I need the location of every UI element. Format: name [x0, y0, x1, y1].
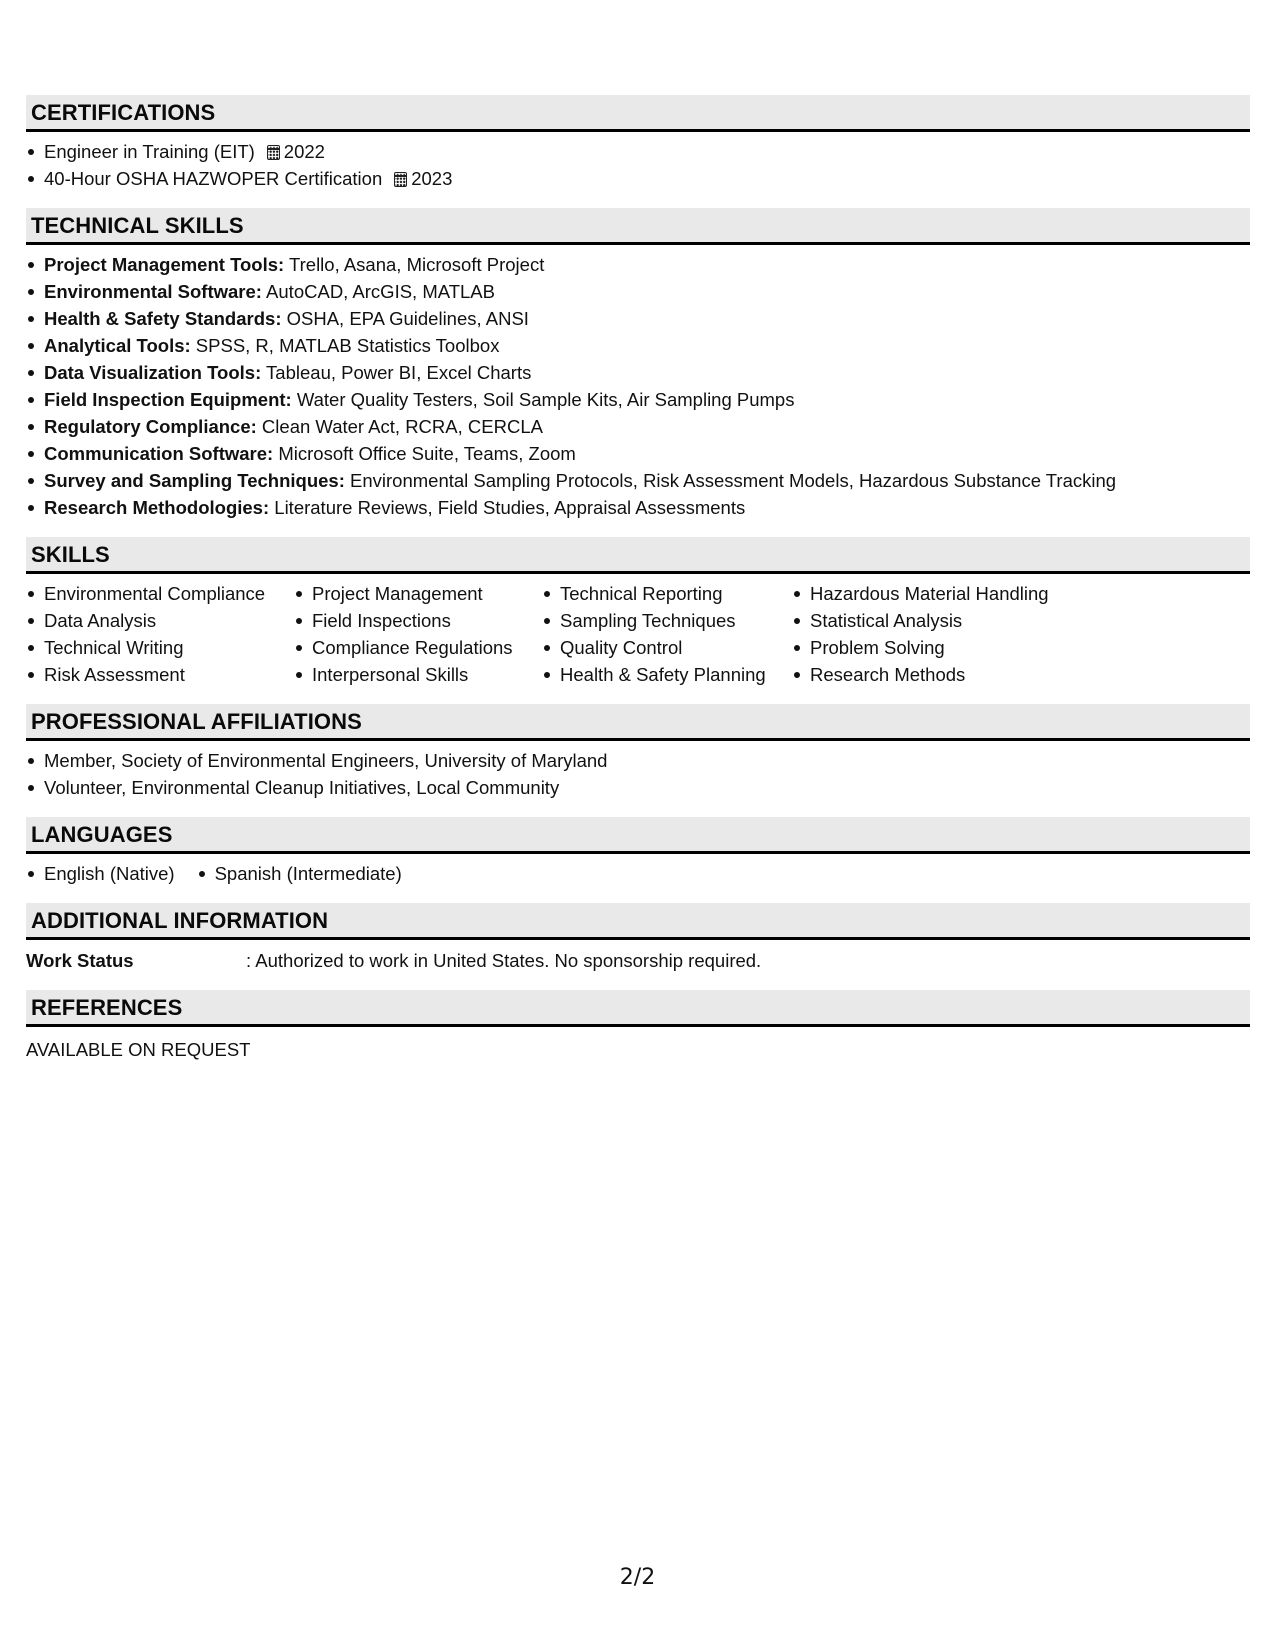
certification-year: 2023: [411, 168, 453, 189]
skill-category-value: Microsoft Office Suite, Teams, Zoom: [273, 443, 576, 464]
affiliations-list: [26, 747, 1250, 801]
list-item: Compliance Regulations: [294, 634, 542, 661]
calendar-icon: [394, 172, 407, 187]
list-item: Data Analysis: [26, 607, 294, 634]
section-title: CERTIFICATIONS: [26, 95, 1250, 132]
skill-category-label: Environmental Software:: [44, 281, 262, 302]
list-item: Sampling Techniques: [542, 607, 792, 634]
list-item: English (Native): [26, 860, 175, 887]
section-title: ADDITIONAL INFORMATION: [26, 903, 1250, 940]
additional-info-section: [26, 903, 1250, 974]
list-item: [26, 386, 1250, 413]
work-status-label: Work Status: [26, 950, 134, 971]
certifications-section: [26, 95, 1250, 192]
list-item: Interpersonal Skills: [294, 661, 542, 688]
list-item: [26, 138, 1250, 165]
skill-category-value: Tableau, Power BI, Excel Charts: [261, 362, 532, 383]
list-item: Project Management: [294, 580, 542, 607]
skills-column: [294, 580, 542, 688]
list-item: Technical Writing: [26, 634, 294, 661]
work-status-row: [26, 948, 1250, 974]
list-item: [26, 278, 1250, 305]
skill-category-label: Communication Software:: [44, 443, 274, 464]
certifications-list: [26, 138, 1250, 192]
section-title: LANGUAGES: [26, 817, 1250, 854]
skill-category-value: AutoCAD, ArcGIS, MATLAB: [261, 281, 495, 302]
list-item: [26, 251, 1250, 278]
skills-column: [542, 580, 792, 688]
calendar-icon: [267, 145, 280, 160]
skills-column: [792, 580, 1092, 688]
list-item: Field Inspections: [294, 607, 542, 634]
skill-category-label: Project Management Tools:: [44, 254, 285, 275]
list-item: Problem Solving: [792, 634, 1092, 661]
skill-category-label: Regulatory Compliance:: [44, 416, 257, 437]
list-item: [26, 440, 1250, 467]
skill-category-value: Literature Reviews, Field Studies, Appraisal Assessments: [269, 497, 746, 518]
skills-grid: [26, 580, 1250, 688]
skill-category-label: Data Visualization Tools:: [44, 362, 262, 383]
list-item: [26, 305, 1250, 332]
skill-category-value: Trello, Asana, Microsoft Project: [284, 254, 545, 275]
list-item: Research Methods: [792, 661, 1092, 688]
skill-category-label: Survey and Sampling Techniques:: [44, 470, 345, 491]
list-item: Member, Society of Environmental Engineers, University of Maryland: [26, 747, 1250, 774]
skill-category-value: OSHA, EPA Guidelines, ANSI: [281, 308, 529, 329]
skill-category-value: Environmental Sampling Protocols, Risk Assessment Models, Hazardous Substance Tracking: [344, 470, 1117, 491]
section-title: SKILLS: [26, 537, 1250, 574]
affiliations-section: [26, 704, 1250, 801]
list-item: [26, 359, 1250, 386]
list-item: [26, 413, 1250, 440]
list-item: Technical Reporting: [542, 580, 792, 607]
skill-category-value: Water Quality Testers, Soil Sample Kits, Air Sampling Pumps: [291, 389, 795, 410]
list-item: Hazardous Material Handling: [792, 580, 1092, 607]
skill-category-value: Clean Water Act, RCRA, CERCLA: [256, 416, 543, 437]
list-item: Health & Safety Planning: [542, 661, 792, 688]
certification-name: 40-Hour OSHA HAZWOPER Certification: [44, 168, 383, 189]
skill-category-label: Field Inspection Equipment:: [44, 389, 292, 410]
list-item: Risk Assessment: [26, 661, 294, 688]
list-item: Quality Control: [542, 634, 792, 661]
technical-skills-list: [26, 251, 1250, 521]
references-section: [26, 990, 1250, 1063]
references-text: AVAILABLE ON REQUEST: [26, 1039, 251, 1060]
skills-section: [26, 537, 1250, 688]
list-item: Environmental Compliance: [26, 580, 294, 607]
list-item: Statistical Analysis: [792, 607, 1092, 634]
section-title: PROFESSIONAL AFFILIATIONS: [26, 704, 1250, 741]
certification-name: Engineer in Training (EIT): [44, 141, 255, 162]
work-status-value: : Authorized to work in United States. No sponsorship required.: [246, 950, 762, 971]
skills-column: [26, 580, 294, 688]
skill-category-label: Health & Safety Standards:: [44, 308, 282, 329]
section-title: TECHNICAL SKILLS: [26, 208, 1250, 245]
skill-category-label: Analytical Tools:: [44, 335, 191, 356]
skill-category-value: SPSS, R, MATLAB Statistics Toolbox: [190, 335, 500, 356]
list-item: [26, 165, 1250, 192]
languages-list: [26, 860, 1250, 887]
list-item: [26, 332, 1250, 359]
list-item: [26, 494, 1250, 521]
section-title: REFERENCES: [26, 990, 1250, 1027]
technical-skills-section: [26, 208, 1250, 521]
list-item: [26, 467, 1250, 494]
list-item: Volunteer, Environmental Cleanup Initiatives, Local Community: [26, 774, 1250, 801]
resume-page: [26, 95, 1250, 1079]
list-item: Spanish (Intermediate): [197, 860, 402, 887]
skill-category-label: Research Methodologies:: [44, 497, 270, 518]
certification-year: 2022: [283, 141, 325, 162]
page-number: 2/2: [619, 1565, 656, 1590]
languages-section: [26, 817, 1250, 887]
